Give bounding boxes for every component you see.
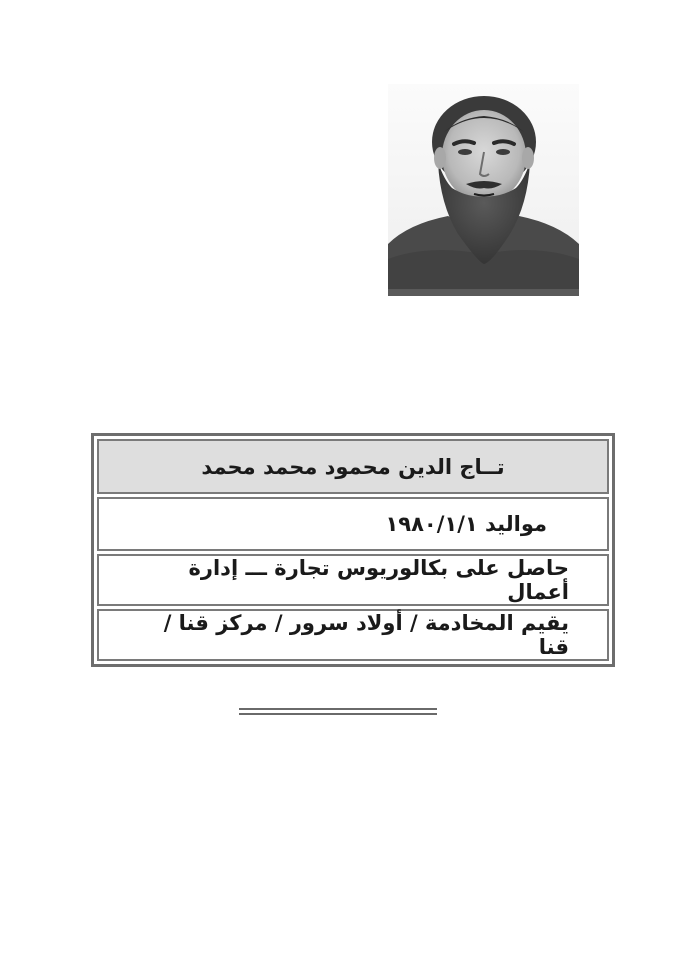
residence-row — [97, 609, 609, 661]
name-row — [97, 439, 609, 494]
profile-info-table — [91, 433, 615, 667]
double-rule-divider — [239, 708, 437, 715]
profile-photo — [388, 84, 579, 296]
profile-birth: مواليد ١٩٨٠/١/١ — [385, 512, 547, 536]
birth-row — [97, 497, 609, 551]
education-row — [97, 554, 609, 606]
profile-education: حاصل على بكالوريوس تجارة ـــ إدارة أعمال — [188, 556, 569, 604]
profile-name: تــاج الدين محمود محمد محمد — [201, 454, 505, 479]
profile-residence: يقيم المخادمة / أولاد سرور / مركز قنا / قنا — [163, 611, 569, 659]
